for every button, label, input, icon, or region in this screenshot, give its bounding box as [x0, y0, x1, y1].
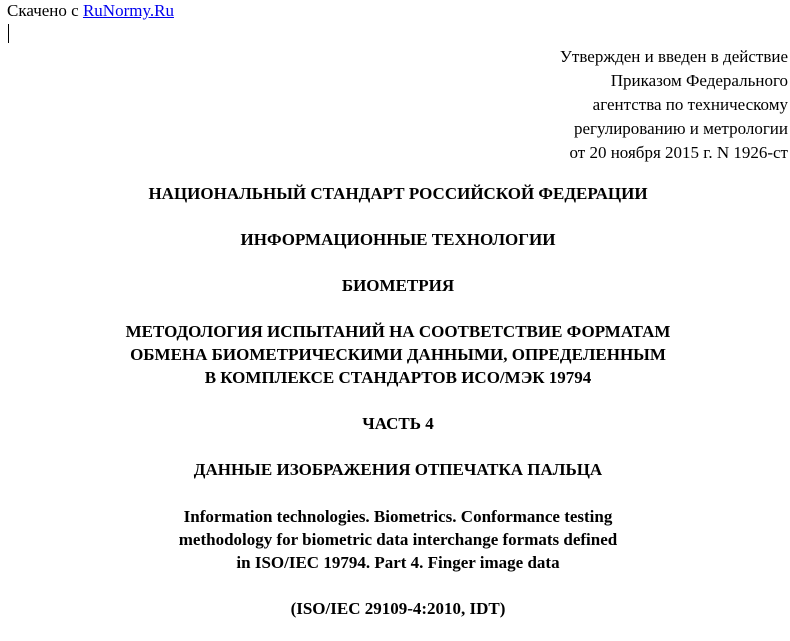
english-title — [0, 505, 790, 574]
part-heading — [0, 412, 790, 435]
national-standard-text: НАЦИОНАЛЬНЫЙ СТАНДАРТ РОССИЙСКОЙ ФЕДЕРАЦИИ — [148, 184, 648, 203]
methodology-line: ОБМЕНА БИОМЕТРИЧЕСКИМИ ДАННЫМИ, ОПРЕДЕЛЕННЫМ — [130, 345, 666, 364]
approval-line: от 20 ноября 2015 г. N 1926-ст — [569, 143, 788, 162]
biometrics-heading — [0, 274, 790, 297]
approval-line: агентства по техническому — [592, 95, 788, 114]
iso-reference — [0, 597, 790, 620]
fingerprint-text: ДАННЫЕ ИЗОБРАЖЕНИЯ ОТПЕЧАТКА ПАЛЬЦА — [193, 460, 603, 479]
biometrics-text: БИОМЕТРИЯ — [341, 276, 455, 295]
fingerprint-heading — [0, 458, 790, 481]
english-title-line: Information technologies. Biometrics. Conformance testing — [183, 507, 613, 526]
source-link[interactable]: RuNormy.Ru — [82, 1, 174, 20]
part-text: ЧАСТЬ 4 — [362, 414, 434, 433]
iso-reference-text: (ISO/IEC 29109-4:2010, IDT) — [290, 599, 506, 618]
text-cursor — [8, 24, 9, 43]
english-title-line: methodology for biometric data interchange formats defined — [178, 530, 618, 549]
methodology-line: В КОМПЛЕКСЕ СТАНДАРТОВ ИСО/МЭК 19794 — [204, 368, 592, 387]
source-prefix: Скачено с — [7, 1, 83, 20]
methodology-line: МЕТОДОЛОГИЯ ИСПЫТАНИЙ НА СООТВЕТСТВИЕ ФОРМАТАМ — [125, 322, 671, 341]
source-line — [7, 1, 174, 21]
approval-block — [560, 45, 788, 165]
english-title-line: in ISO/IEC 19794. Part 4. Finger image data — [236, 553, 560, 572]
approval-line: Приказом Федерального — [610, 71, 788, 90]
approval-line: Утвержден и введен в действие — [559, 47, 788, 66]
approval-line: регулированию и метрологии — [573, 119, 788, 138]
it-heading — [0, 228, 790, 251]
methodology-heading — [0, 320, 790, 389]
national-standard-heading — [0, 182, 790, 205]
it-text: ИНФОРМАЦИОННЫЕ ТЕХНОЛОГИИ — [240, 230, 556, 249]
